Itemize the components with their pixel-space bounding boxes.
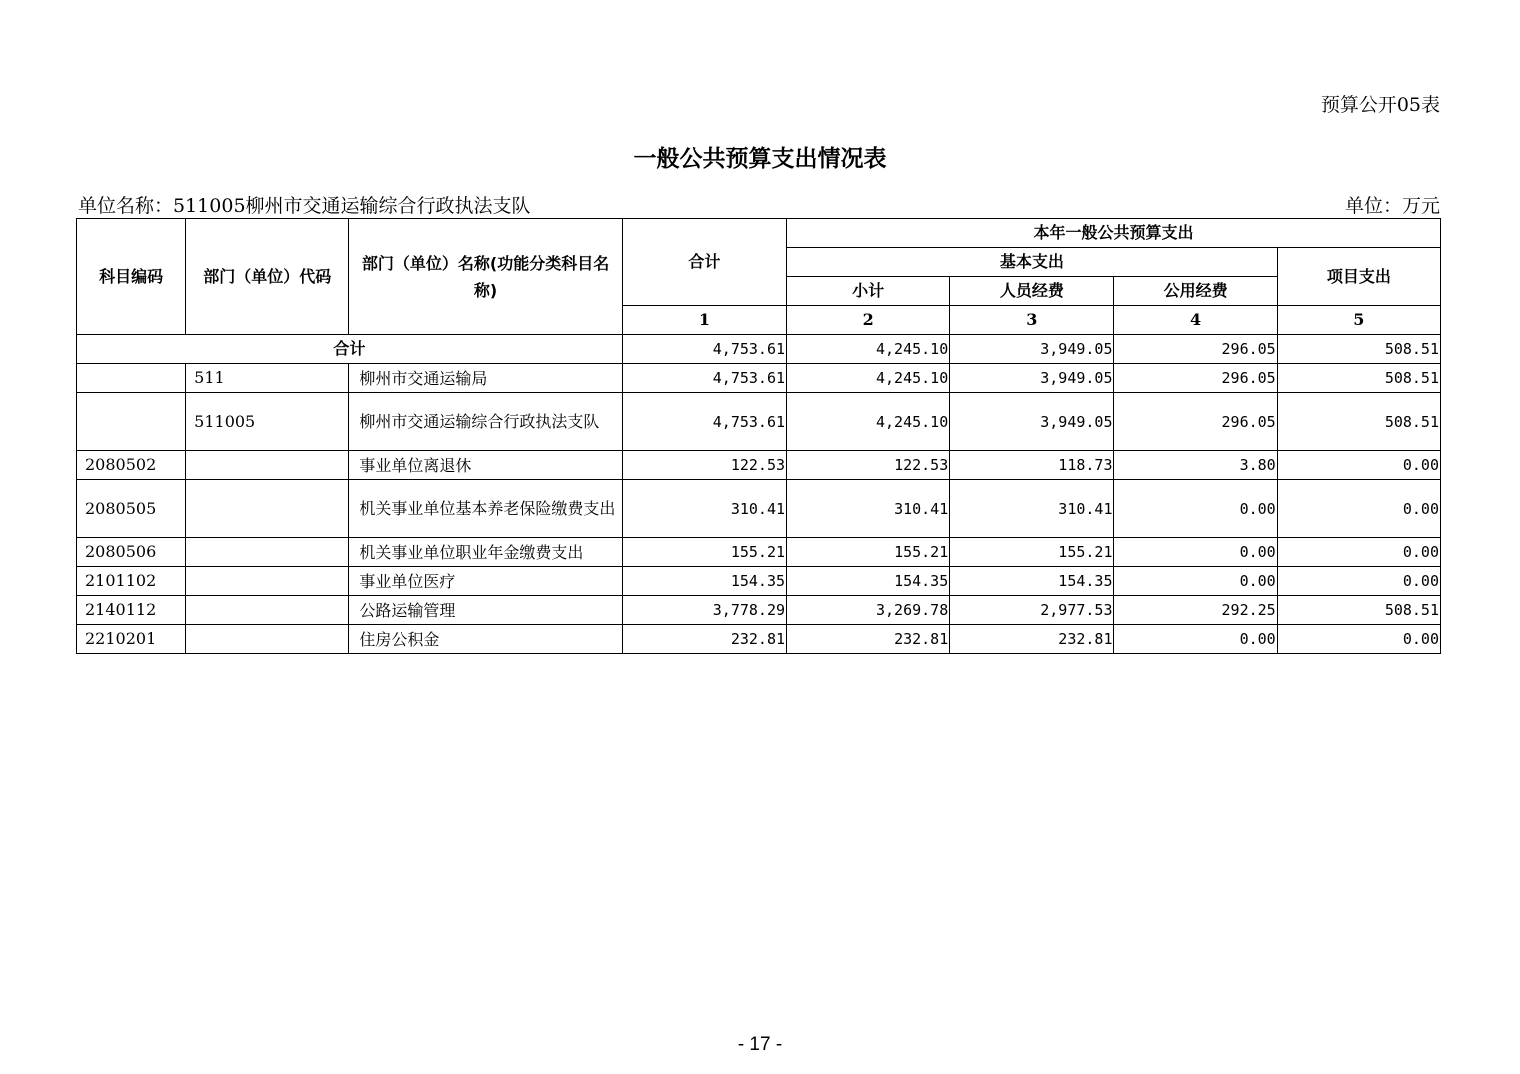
table-row	[77, 451, 1441, 480]
project-cell: 508.51	[1277, 393, 1440, 451]
header-project: 项目支出	[1277, 248, 1440, 306]
total-cell: 4,753.61	[622, 393, 786, 451]
public-cell: 0.00	[1114, 625, 1277, 654]
subtotal-cell: 122.53	[787, 451, 950, 480]
public-cell: 0.00	[1114, 567, 1277, 596]
project-cell: 0.00	[1277, 451, 1440, 480]
subject-code-cell: 2210201	[77, 625, 186, 654]
table-row	[77, 364, 1441, 393]
header-subject-code: 科目编码	[77, 219, 186, 335]
personnel-cell: 154.35	[950, 567, 1114, 596]
dept-code-cell	[186, 480, 349, 538]
name-cell: 事业单位离退休	[349, 451, 622, 480]
col-number-5: 5	[1277, 306, 1440, 335]
total-cell: 3,778.29	[622, 596, 786, 625]
col-number-2: 2	[787, 306, 950, 335]
project-cell: 0.00	[1277, 625, 1440, 654]
project-cell: 0.00	[1277, 480, 1440, 538]
personnel-cell: 118.73	[950, 451, 1114, 480]
total-cell: 4,753.61	[622, 364, 786, 393]
personnel-cell: 232.81	[950, 625, 1114, 654]
name-cell: 柳州市交通运输局	[349, 364, 622, 393]
col-number-1: 1	[622, 306, 786, 335]
subject-code-cell: 2080506	[77, 538, 186, 567]
subtotal-cell: 155.21	[787, 538, 950, 567]
col-number-4: 4	[1114, 306, 1277, 335]
header-public: 公用经费	[1114, 277, 1277, 306]
subject-code-cell: 2140112	[77, 596, 186, 625]
dept-code-cell	[186, 596, 349, 625]
subtotal-cell: 4,245.10	[787, 393, 950, 451]
name-cell: 柳州市交通运输综合行政执法支队	[349, 393, 622, 451]
dept-code-cell	[186, 451, 349, 480]
subtotal-cell: 154.35	[787, 567, 950, 596]
personnel-cell: 310.41	[950, 480, 1114, 538]
table-row	[77, 480, 1441, 538]
personnel-cell: 2,977.53	[950, 596, 1114, 625]
dept-code-cell: 511	[186, 364, 349, 393]
subject-code-cell: 2080502	[77, 451, 186, 480]
personnel-cell: 3,949.05	[950, 335, 1114, 364]
header-total: 合计	[622, 219, 786, 306]
total-cell: 310.41	[622, 480, 786, 538]
subject-code-cell: 2080505	[77, 480, 186, 538]
project-cell: 0.00	[1277, 567, 1440, 596]
public-cell: 292.25	[1114, 596, 1277, 625]
public-cell: 0.00	[1114, 538, 1277, 567]
name-cell: 公路运输管理	[349, 596, 622, 625]
total-cell: 122.53	[622, 451, 786, 480]
subtotal-cell: 4,245.10	[787, 364, 950, 393]
header-dept-code: 部门（单位）代码	[186, 219, 349, 335]
public-cell: 0.00	[1114, 480, 1277, 538]
header-subtotal: 小计	[787, 277, 950, 306]
dept-code-cell	[186, 538, 349, 567]
table-row	[77, 538, 1441, 567]
budget-table	[76, 218, 1441, 654]
subtotal-cell: 3,269.78	[787, 596, 950, 625]
form-number: 预算公开05表	[1320, 94, 1440, 116]
project-cell: 508.51	[1277, 335, 1440, 364]
unit-name: 单位名称：511005柳州市交通运输综合行政执法支队	[78, 195, 531, 217]
page-number: - 17 -	[737, 1034, 783, 1055]
public-cell: 296.05	[1114, 393, 1277, 451]
page-title: 一般公共预算支出情况表	[633, 146, 887, 172]
public-cell: 296.05	[1114, 335, 1277, 364]
dept-code-cell	[186, 567, 349, 596]
personnel-cell: 3,949.05	[950, 364, 1114, 393]
total-row	[77, 335, 1441, 364]
personnel-cell: 155.21	[950, 538, 1114, 567]
col-number-3: 3	[950, 306, 1114, 335]
public-cell: 296.05	[1114, 364, 1277, 393]
dept-code-cell	[186, 625, 349, 654]
public-cell: 3.80	[1114, 451, 1277, 480]
subject-code-cell: 2101102	[77, 567, 186, 596]
total-cell: 154.35	[622, 567, 786, 596]
project-cell: 508.51	[1277, 364, 1440, 393]
total-label: 合计	[77, 335, 623, 364]
total-cell: 232.81	[622, 625, 786, 654]
personnel-cell: 3,949.05	[950, 393, 1114, 451]
name-cell: 机关事业单位基本养老保险缴费支出	[349, 480, 622, 538]
subtotal-cell: 232.81	[787, 625, 950, 654]
subject-code-cell	[77, 393, 186, 451]
table-row	[77, 625, 1441, 654]
name-cell: 事业单位医疗	[349, 567, 622, 596]
subject-code-cell	[77, 364, 186, 393]
currency-unit: 单位：万元	[1344, 195, 1440, 217]
header-dept-name: 部门（单位）名称(功能分类科目名称)	[349, 219, 622, 335]
subtotal-cell: 4,245.10	[787, 335, 950, 364]
header-basic: 基本支出	[787, 248, 1278, 277]
total-cell: 155.21	[622, 538, 786, 567]
header-personnel: 人员经费	[950, 277, 1114, 306]
table-row	[77, 596, 1441, 625]
subtotal-cell: 310.41	[787, 480, 950, 538]
project-cell: 508.51	[1277, 596, 1440, 625]
dept-code-cell: 511005	[186, 393, 349, 451]
header-this-year: 本年一般公共预算支出	[787, 219, 1441, 248]
name-cell: 住房公积金	[349, 625, 622, 654]
table-row	[77, 393, 1441, 451]
name-cell: 机关事业单位职业年金缴费支出	[349, 538, 622, 567]
table-row	[77, 567, 1441, 596]
project-cell: 0.00	[1277, 538, 1440, 567]
total-cell: 4,753.61	[622, 335, 786, 364]
